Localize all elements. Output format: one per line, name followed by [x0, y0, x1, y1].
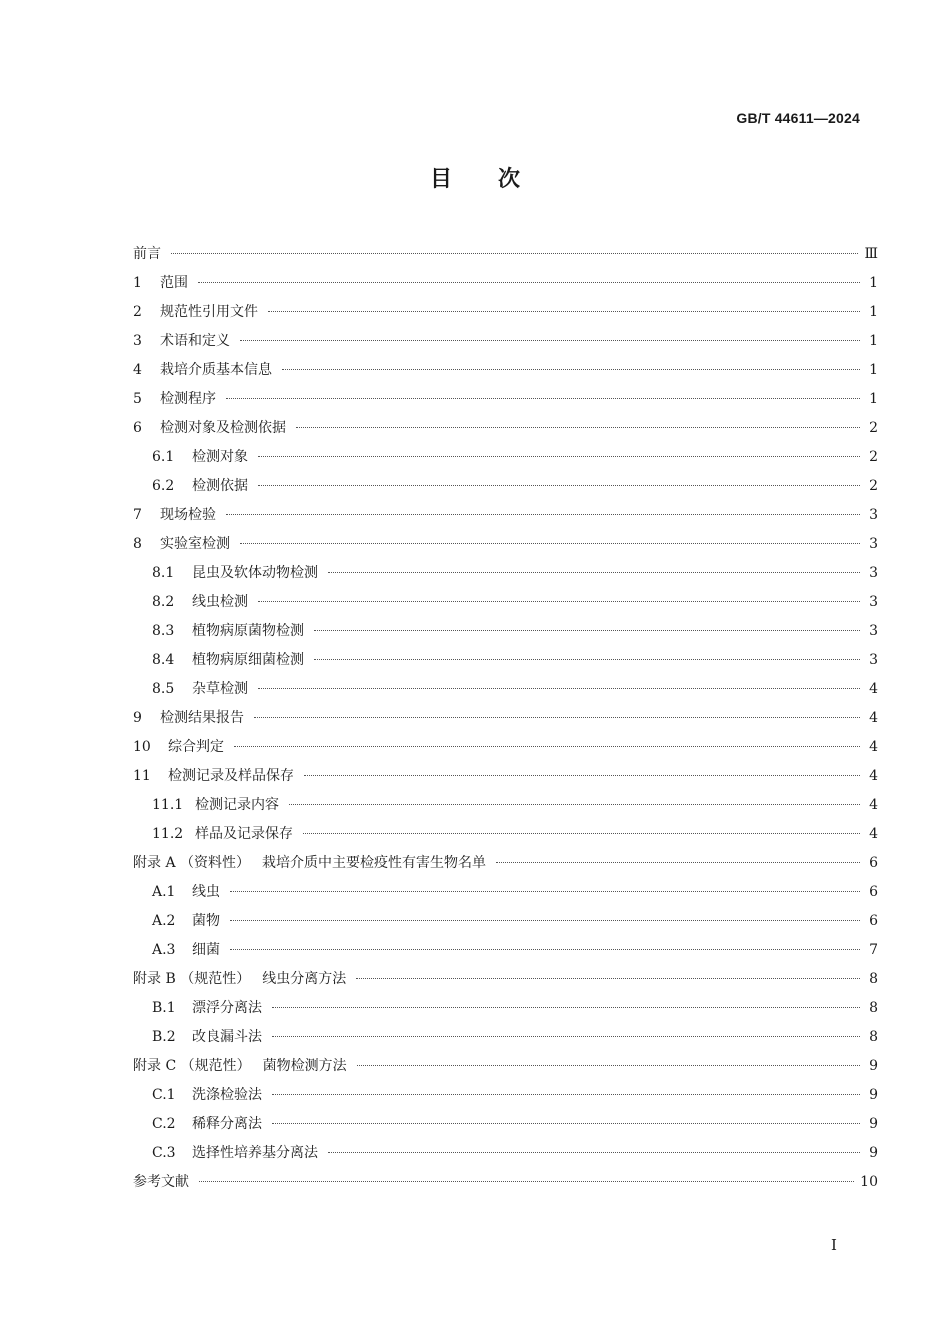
toc-entry-number: 附录 B （规范性） — [133, 971, 251, 987]
toc-entry[interactable] — [133, 530, 878, 559]
toc-entry-page: 8 — [869, 971, 878, 987]
toc-entry-title: 洗涤检验法 — [192, 1087, 262, 1103]
toc-entry-number: 3 — [133, 333, 142, 349]
toc-entry-title: 稀释分离法 — [192, 1116, 262, 1132]
toc-entry-number: 9 — [133, 710, 142, 726]
toc-dot-leader — [230, 920, 860, 921]
toc-dot-leader — [496, 862, 860, 863]
toc-entry[interactable] — [133, 936, 878, 965]
toc-dot-leader — [328, 1152, 860, 1153]
table-of-contents — [133, 240, 878, 1197]
toc-dot-leader — [314, 630, 860, 631]
toc-entry-title: 实验室检测 — [160, 536, 230, 552]
page-number: I — [831, 1236, 837, 1254]
toc-entry-title: 昆虫及软体动物检测 — [192, 565, 318, 581]
toc-entry[interactable] — [133, 472, 878, 501]
toc-entry-title: 检测记录及样品保存 — [168, 768, 294, 784]
toc-entry-title: 线虫检测 — [192, 594, 248, 610]
toc-dot-leader — [198, 282, 860, 283]
toc-entry-page: 9 — [869, 1058, 878, 1074]
toc-dot-leader — [296, 427, 860, 428]
toc-entry[interactable] — [133, 849, 878, 878]
toc-entry[interactable] — [133, 327, 878, 356]
toc-entry-number: 6 — [133, 420, 142, 436]
toc-entry-title: 样品及记录保存 — [195, 826, 293, 842]
toc-entry-number: 8.2 — [152, 594, 175, 610]
toc-entry-number: 附录 A （资料性） — [133, 855, 251, 871]
toc-dot-leader — [230, 949, 860, 950]
toc-entry-page: 4 — [869, 739, 878, 755]
toc-entry-title: 选择性培养基分离法 — [192, 1145, 318, 1161]
toc-entry-number: A.3 — [152, 942, 176, 958]
toc-entry-page: 6 — [869, 884, 878, 900]
toc-entry[interactable] — [133, 733, 878, 762]
toc-entry-page: 1 — [869, 391, 878, 407]
toc-entry-page: 4 — [869, 681, 878, 697]
toc-dot-leader — [328, 572, 860, 573]
toc-entry-page: 2 — [869, 478, 878, 494]
toc-dot-leader — [272, 1007, 860, 1008]
toc-entry-number: C.1 — [152, 1087, 176, 1103]
toc-entry-number: 5 — [133, 391, 142, 407]
toc-entry[interactable] — [133, 878, 878, 907]
toc-entry-number: 11.1 — [152, 797, 184, 813]
toc-entry-number: 1 — [133, 275, 142, 291]
toc-entry-title: 范围 — [160, 275, 188, 291]
toc-entry[interactable] — [133, 385, 878, 414]
toc-dot-leader — [240, 543, 860, 544]
toc-entry-title: 规范性引用文件 — [160, 304, 258, 320]
toc-entry-page: 2 — [869, 449, 878, 465]
toc-entry-title: 检测对象及检测依据 — [160, 420, 286, 436]
toc-entry-title: 漂浮分离法 — [192, 1000, 262, 1016]
toc-entry-page: 8 — [869, 1000, 878, 1016]
toc-entry-number: 8 — [133, 536, 142, 552]
toc-entry[interactable] — [133, 965, 878, 994]
toc-entry-number: 11.2 — [152, 826, 184, 842]
toc-entry-page: 1 — [869, 275, 878, 291]
toc-dot-leader — [226, 514, 860, 515]
toc-entry-page: 3 — [869, 652, 878, 668]
toc-entry-number: A.2 — [152, 913, 176, 929]
standard-code: GB/T 44611—2024 — [736, 110, 860, 126]
toc-entry-page: 7 — [869, 942, 878, 958]
toc-entry-page: 4 — [869, 826, 878, 842]
toc-entry[interactable] — [133, 356, 878, 385]
toc-dot-leader — [254, 717, 860, 718]
toc-entry-number: 8.5 — [152, 681, 175, 697]
toc-entry-title: 栽培介质中主要检疫性有害生物名单 — [262, 855, 487, 871]
toc-dot-leader — [226, 398, 860, 399]
toc-dot-leader — [258, 688, 860, 689]
toc-entry-page: 4 — [869, 768, 878, 784]
toc-entry-number: 8.1 — [152, 565, 175, 581]
toc-dot-leader — [258, 485, 860, 486]
toc-dot-leader — [234, 746, 860, 747]
toc-dot-leader — [314, 659, 860, 660]
toc-entry-number: 6.2 — [152, 478, 175, 494]
toc-entry[interactable] — [133, 1110, 878, 1139]
toc-entry-title: 菌物 — [192, 913, 220, 929]
toc-entry-title: 细菌 — [192, 942, 220, 958]
toc-entry-number: 7 — [133, 507, 142, 523]
toc-entry-title: 线虫分离方法 — [262, 971, 347, 987]
toc-entry[interactable] — [133, 588, 878, 617]
toc-entry-title: 检测依据 — [192, 478, 248, 494]
toc-entry-page: 9 — [869, 1087, 878, 1103]
toc-dot-leader — [282, 369, 860, 370]
toc-entry[interactable] — [133, 1168, 878, 1197]
toc-entry-number: 10 — [133, 739, 151, 755]
toc-entry-page: 3 — [869, 594, 878, 610]
toc-entry-title: 线虫 — [192, 884, 220, 900]
toc-title: 目次 — [429, 167, 566, 192]
toc-entry-page: 6 — [869, 913, 878, 929]
toc-entry[interactable] — [133, 791, 878, 820]
toc-entry-page: 1 — [869, 362, 878, 378]
toc-entry-page: 9 — [869, 1145, 878, 1161]
toc-entry-number: C.2 — [152, 1116, 176, 1132]
toc-entry[interactable] — [133, 675, 878, 704]
toc-dot-leader — [171, 253, 858, 254]
toc-dot-leader — [357, 1065, 860, 1066]
toc-entry-page: 6 — [869, 855, 878, 871]
toc-entry-number: B.2 — [152, 1029, 176, 1045]
toc-entry-number: 2 — [133, 304, 142, 320]
toc-entry-title: 检测对象 — [192, 449, 248, 465]
toc-entry-number: 4 — [133, 362, 142, 378]
toc-entry-page: 2 — [869, 420, 878, 436]
toc-entry-title: 改良漏斗法 — [192, 1029, 262, 1045]
toc-entry[interactable] — [133, 907, 878, 936]
toc-entry-title: 检测程序 — [160, 391, 216, 407]
toc-dot-leader — [289, 804, 860, 805]
toc-entry-page: 10 — [860, 1174, 878, 1190]
toc-entry-page: 3 — [869, 507, 878, 523]
toc-entry-page: 1 — [869, 304, 878, 320]
toc-entry[interactable] — [133, 646, 878, 675]
toc-entry[interactable] — [133, 1081, 878, 1110]
toc-entry[interactable] — [133, 501, 878, 530]
toc-entry-page: 4 — [869, 710, 878, 726]
toc-entry[interactable] — [133, 414, 878, 443]
toc-entry-page: 4 — [869, 797, 878, 813]
toc-entry[interactable] — [133, 704, 878, 733]
toc-dot-leader — [258, 456, 860, 457]
toc-entry-number: B.1 — [152, 1000, 176, 1016]
toc-entry[interactable] — [133, 443, 878, 472]
toc-entry-page: 3 — [869, 536, 878, 552]
toc-entry-title: 杂草检测 — [192, 681, 248, 697]
toc-entry-title: 参考文献 — [133, 1174, 189, 1190]
toc-entry-title: 现场检验 — [160, 507, 216, 523]
toc-entry-page: 9 — [869, 1116, 878, 1132]
toc-entry-page: 3 — [869, 565, 878, 581]
toc-entry-number: 8.4 — [152, 652, 175, 668]
toc-entry-title: 检测结果报告 — [160, 710, 244, 726]
toc-entry-number: A.1 — [152, 884, 176, 900]
toc-entry[interactable] — [133, 1052, 878, 1081]
toc-dot-leader — [199, 1181, 854, 1182]
toc-entry[interactable] — [133, 269, 878, 298]
toc-entry-page: Ⅲ — [864, 246, 878, 262]
toc-entry-title: 植物病原菌物检测 — [192, 623, 304, 639]
toc-dot-leader — [258, 601, 860, 602]
toc-entry-title: 植物病原细菌检测 — [192, 652, 304, 668]
toc-entry-page: 1 — [869, 333, 878, 349]
toc-entry[interactable] — [133, 994, 878, 1023]
toc-dot-leader — [272, 1123, 860, 1124]
toc-dot-leader — [230, 891, 860, 892]
toc-entry-page: 8 — [869, 1029, 878, 1045]
toc-entry-number: 6.1 — [152, 449, 175, 465]
toc-entry-title: 综合判定 — [168, 739, 224, 755]
toc-dot-leader — [272, 1094, 860, 1095]
toc-dot-leader — [240, 340, 860, 341]
toc-entry-title: 术语和定义 — [160, 333, 230, 349]
toc-dot-leader — [272, 1036, 860, 1037]
toc-entry-page: 3 — [869, 623, 878, 639]
toc-entry[interactable] — [133, 240, 878, 269]
toc-dot-leader — [304, 775, 860, 776]
toc-entry-number: C.3 — [152, 1145, 176, 1161]
toc-entry[interactable] — [133, 820, 878, 849]
toc-entry[interactable] — [133, 617, 878, 646]
toc-entry-title: 前言 — [133, 246, 161, 262]
toc-entry[interactable] — [133, 1139, 878, 1168]
toc-entry[interactable] — [133, 559, 878, 588]
toc-entry-title: 栽培介质基本信息 — [160, 362, 272, 378]
toc-entry-number: 11 — [133, 768, 151, 784]
toc-dot-leader — [268, 311, 860, 312]
toc-dot-leader — [356, 978, 860, 979]
toc-entry-number: 8.3 — [152, 623, 175, 639]
toc-entry-title: 检测记录内容 — [195, 797, 279, 813]
toc-entry[interactable] — [133, 298, 878, 327]
toc-entry-number: 附录 C （规范性） — [133, 1058, 251, 1074]
toc-dot-leader — [303, 833, 860, 834]
toc-entry-title: 菌物检测方法 — [262, 1058, 347, 1074]
toc-entry[interactable] — [133, 762, 878, 791]
toc-entry[interactable] — [133, 1023, 878, 1052]
